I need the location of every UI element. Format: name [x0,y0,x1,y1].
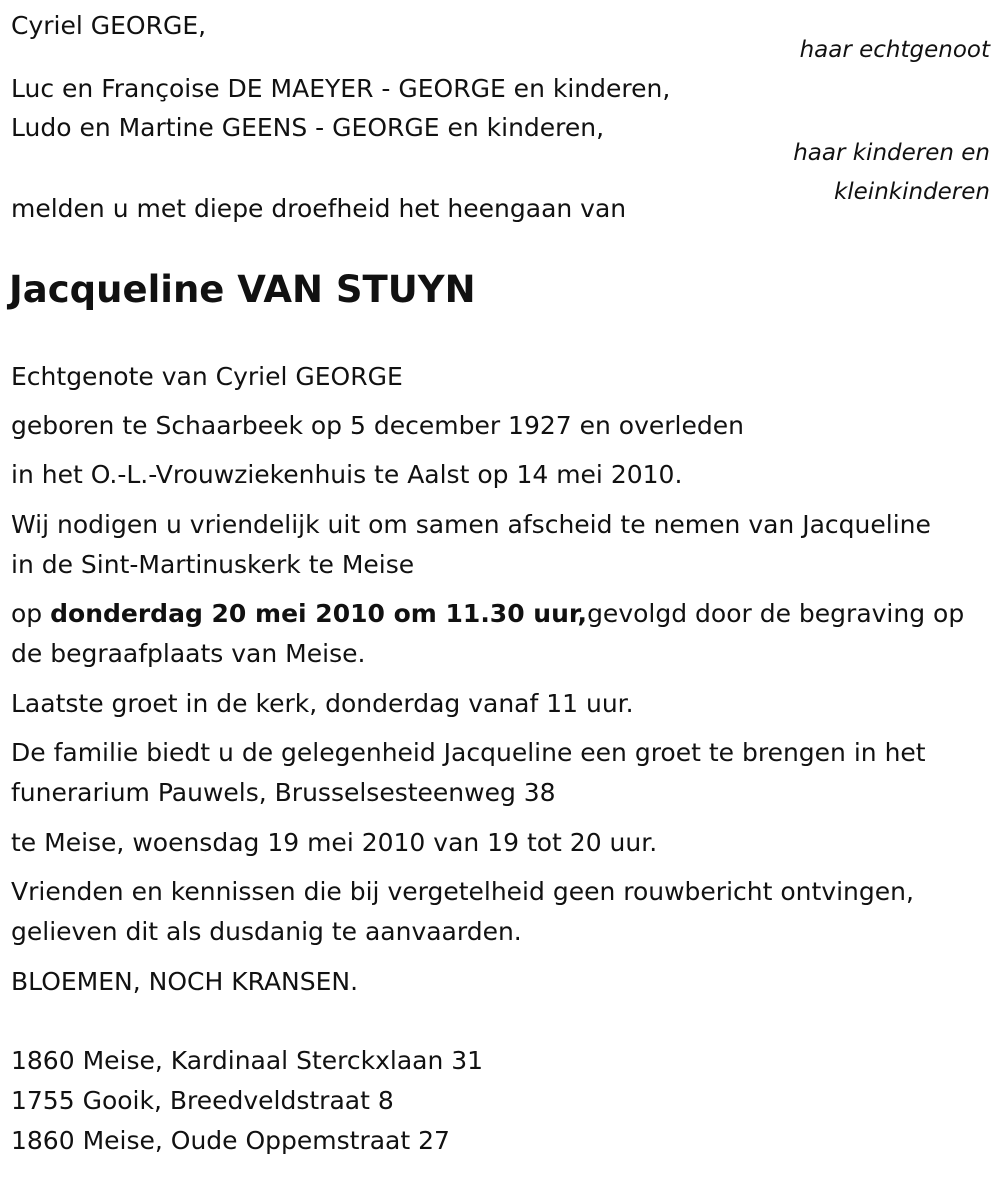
relation-children: haar kinderen en [793,140,990,166]
address-line: 1860 Meise, Oude Oppemstraat 27 [11,1126,450,1155]
family-line-child-1: Luc en Françoise DE MAEYER - GEORGE en kinderen, [11,74,671,103]
body-line: De familie biedt u de gelegenheid Jacqueline een groet te brengen in het [11,738,926,767]
address-line: 1755 Gooik, Breedveldstraat 8 [11,1086,394,1115]
body-line: Echtgenote van Cyriel GEORGE [11,362,403,391]
body-line: in het O.-L.-Vrouwziekenhuis te Aalst op 14 mei 2010. [11,460,683,489]
body-line: de begraafplaats van Meise. [11,639,366,668]
funeral-date-prefix: op [11,599,51,628]
address-line: 1860 Meise, Kardinaal Sterckxlaan 31 [11,1046,484,1075]
deceased-name: Jacqueline VAN STUYN [9,268,476,311]
relation-spouse: haar echtgenoot [799,37,990,63]
funeral-date-suffix: gevolgd door de begraving op [587,599,965,628]
body-line: in de Sint-Martinuskerk te Meise [11,550,415,579]
body-line: te Meise, woensdag 19 mei 2010 van 19 tot 20 uur. [11,828,658,857]
funeral-date-bold: donderdag 20 mei 2010 om 11.30 uur, [50,599,588,628]
relation-grandchildren: kleinkinderen [833,179,990,205]
body-line: Vrienden en kennissen die bij vergetelheid geen rouwbericht ontvingen, [11,877,914,906]
body-line: funerarium Pauwels, Brusselsesteenweg 38 [11,778,556,807]
body-line: geboren te Schaarbeek op 5 december 1927 en overleden [11,411,744,440]
family-line-child-2: Ludo en Martine GEENS - GEORGE en kinderen, [11,113,605,142]
family-line-spouse: Cyriel GEORGE, [11,11,207,40]
body-line: Laatste groet in de kerk, donderdag vanaf 11 uur. [11,689,634,718]
announcement-line: melden u met diepe droefheid het heengaan van [11,194,627,223]
body-line: Wij nodigen u vriendelijk uit om samen afscheid te nemen van Jacqueline [11,510,931,539]
funeral-date-line [11,594,964,634]
body-line: BLOEMEN, NOCH KRANSEN. [11,967,359,996]
body-line: gelieven dit als dusdanig te aanvaarden. [11,917,522,946]
